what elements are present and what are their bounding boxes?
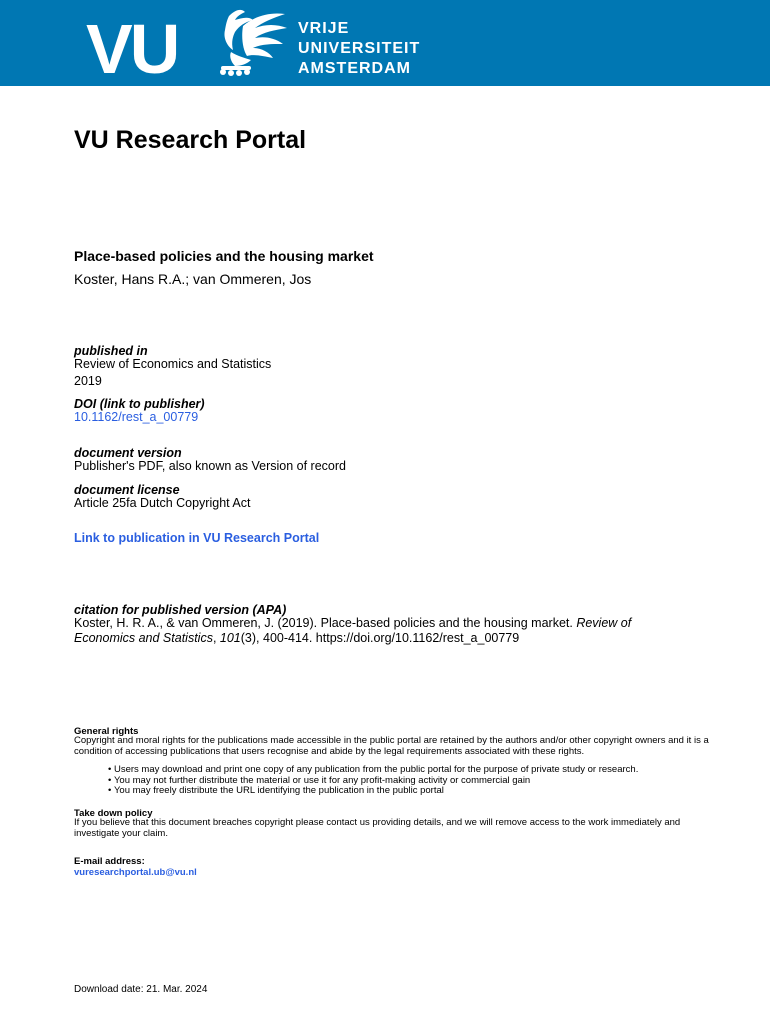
header-banner	[0, 0, 770, 86]
portal-title: VU Research Portal	[74, 126, 307, 154]
university-name-line: UNIVERSITEIT	[298, 40, 421, 57]
document-license-label: document license	[74, 483, 180, 497]
citation-text	[74, 616, 694, 646]
portal-publication-link[interactable]: Link to publication in VU Research Portal	[74, 531, 320, 545]
citation-journal: Review of Economics and Statistics	[74, 616, 632, 645]
list-item: • You may not further distribute the material or use it for any profit-making activity or commercial gain	[108, 776, 638, 787]
take-down-heading: Take down policy	[74, 808, 153, 819]
citation-prefix: Koster, H. R. A., & van Ommeren, J. (2019). Place-based policies and the housing market.	[74, 616, 577, 630]
citation-volume: 101	[219, 631, 241, 645]
doi-link[interactable]: 10.1162/rest_a_00779	[74, 410, 199, 424]
download-date: Download date: 21. Mar. 2024	[74, 984, 208, 995]
take-down-text: If you believe that this document breaches copyright please contact us providing details, and we will remove access to the work immediately and investigate your claim.	[74, 817, 681, 839]
document-license-value: Article 25fa Dutch Copyright Act	[74, 496, 251, 510]
general-rights-list	[108, 765, 638, 797]
publication-authors: Koster, Hans R.A.; van Ommeren, Jos	[74, 271, 312, 287]
document-version-label: document version	[74, 446, 182, 460]
email-link[interactable]: vuresearchportal.ub@vu.nl	[74, 867, 197, 878]
university-name-line: AMSTERDAM	[298, 60, 411, 77]
publication-year: 2019	[74, 374, 102, 388]
document-version-value: Publisher's PDF, also known as Version of record	[74, 459, 346, 473]
university-name-line: VRIJE	[298, 20, 350, 37]
published-in-label: published in	[74, 344, 148, 358]
list-item: • You may freely distribute the URL identifying the publication in the public portal	[108, 786, 638, 797]
general-rights-heading: General rights	[74, 726, 139, 737]
journal-name: Review of Economics and Statistics	[74, 357, 272, 371]
university-name	[298, 19, 420, 79]
doi-label: DOI (link to publisher)	[74, 397, 205, 411]
citation-label: citation for published version (APA)	[74, 603, 287, 617]
vu-logo-letters: VU	[86, 10, 178, 88]
list-item: • Users may download and print one copy of any publication from the public portal for the purpose of private study or research.	[108, 765, 638, 776]
publication-title: Place-based policies and the housing market	[74, 248, 374, 264]
griffin-logo-icon	[207, 6, 289, 80]
citation-suffix: (3), 400-414. https://doi.org/10.1162/rest_a_00779	[240, 631, 520, 645]
email-heading: E-mail address:	[74, 856, 145, 867]
citation-separator: ,	[212, 631, 220, 645]
general-rights-text: Copyright and moral rights for the publications made accessible in the public portal are retained by the authors and/or other copyright owners and it is a condition of accessing publications that users recognise and abide by the legal requirements associated with these rights.	[74, 735, 709, 757]
